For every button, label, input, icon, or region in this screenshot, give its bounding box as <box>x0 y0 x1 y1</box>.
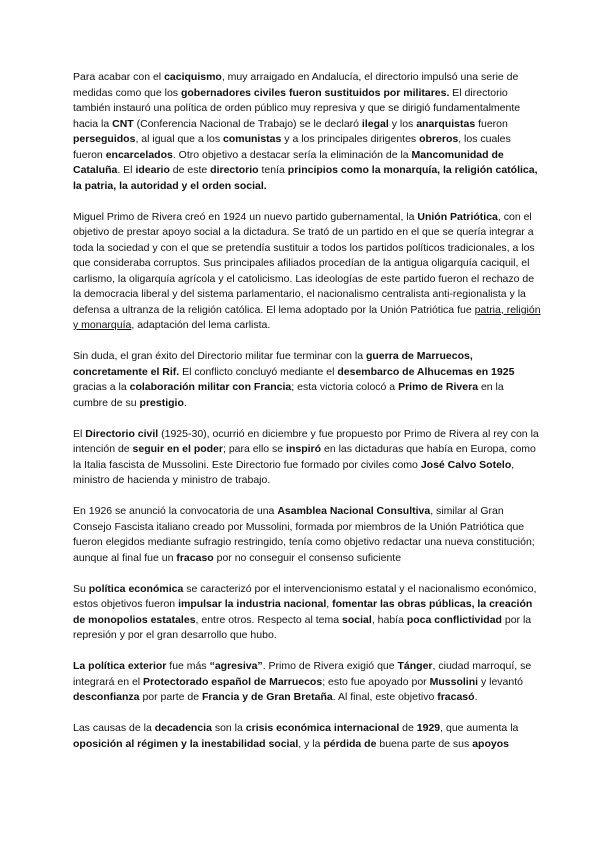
text-run: son la <box>211 722 246 734</box>
text-run: ; esta victoria colocó a <box>291 381 399 393</box>
bold-text: directorio <box>210 164 259 176</box>
text-run: gracias a la <box>73 381 130 393</box>
text-run: de este <box>169 164 211 176</box>
bold-text: desconfianza <box>73 691 140 703</box>
text-run: El conflicto concluyó mediante el <box>179 365 338 378</box>
bold-text: gobernadores civiles fueron sustituidos por militares. <box>180 86 450 99</box>
text-run: Para acabar con el <box>73 71 165 83</box>
document-body <box>73 70 541 768</box>
paragraph-caciquismo <box>73 70 541 194</box>
text-run: fueron <box>475 117 508 130</box>
text-run: , similar al Gran Consejo Fascista italiano creado por Mussolini, formada por miembros de la Unión Patriótica que fueron elegidos mediante sufragio restringido, tenía como objetivo redactar una nueva constitución; aunque al final fue un <box>73 505 535 564</box>
text-run: , entre otros. Respecto al tema <box>195 613 343 626</box>
bold-text: Mancomunidad de Cataluña <box>73 148 504 176</box>
text-run: ; para ello se <box>223 443 287 455</box>
bold-text: Mussolini <box>429 675 479 688</box>
bold-text: anarquistas <box>416 117 476 130</box>
text-run: . Otro objetivo a destacar sería la eliminación de la <box>172 148 412 161</box>
bold-text: Francia y de Gran Bretaña <box>202 691 333 703</box>
text-run: . <box>474 691 478 703</box>
bold-text: decadencia <box>154 722 212 734</box>
text-run: Las causas de la <box>73 722 155 734</box>
text-run: ; esto fue apoyado por <box>322 675 430 688</box>
text-run: . Primo de Rivera exigió que <box>262 660 398 672</box>
text-run: por la represión y por el gran desarrollo que hubo. <box>73 613 532 641</box>
bold-text: Tánger <box>397 660 433 672</box>
bold-text: José Calvo Sotelo <box>420 458 512 471</box>
text-run: , y la <box>298 737 324 750</box>
bold-text: Primo de Rivera <box>398 381 479 393</box>
text-run: y los <box>388 117 417 130</box>
bold-text: CNT <box>112 117 134 130</box>
text-run: . El <box>117 164 136 176</box>
bold-text: prestigio <box>139 396 184 409</box>
bold-text: “agresiva” <box>209 660 263 672</box>
paragraph-asamblea <box>73 504 541 566</box>
text-run: y a los principales dirigentes <box>281 133 420 145</box>
text-run: se caracterizó por el intervencionismo estatal y el nacionalismo económico, estos objetivos fueron <box>73 582 537 610</box>
bold-text: pérdida de <box>323 737 377 750</box>
text-run: , adaptación del lema carlista. <box>131 319 271 331</box>
text-run: El <box>73 427 86 440</box>
bold-text: guerra de Marruecos, concretamente el Rif. <box>73 350 473 378</box>
bold-text: oposición al régimen y la inestabilidad social <box>73 737 299 750</box>
text-run: buena parte de sus <box>376 737 473 750</box>
bold-text: colaboración militar con Francia <box>129 381 292 393</box>
text-run: , ministro de hacienda y ministro de trabajo. <box>73 458 515 486</box>
text-run: , había <box>371 613 407 626</box>
bold-text: política económica <box>88 582 184 595</box>
bold-text: encarcelados <box>105 148 173 161</box>
text-run: y levantó <box>478 675 523 688</box>
bold-text: Directorio civil <box>85 427 159 440</box>
text-run: , que aumenta la <box>440 722 519 734</box>
text-run: , los cuales fueron <box>73 133 511 161</box>
text-run: tenía <box>258 164 288 176</box>
paragraph-politica-economica <box>73 582 541 644</box>
bold-text: 1929 <box>416 722 441 734</box>
text-run: , <box>326 598 333 610</box>
bold-text: fracaso <box>176 551 214 564</box>
text-run: de <box>399 722 417 734</box>
text-run: por parte de <box>139 691 202 703</box>
paragraph-decadencia <box>73 721 541 752</box>
text-run: por no conseguir el consenso suficiente <box>213 551 402 564</box>
bold-text: desembarco de Alhucemas en 1925 <box>337 365 515 378</box>
paragraph-marruecos <box>73 349 541 411</box>
text-run: fue más <box>166 660 210 672</box>
text-run: en la cumbre de su <box>73 381 504 409</box>
bold-text: fracasó <box>437 691 475 703</box>
bold-text: obreros <box>419 133 459 145</box>
bold-text: Asamblea Nacional Consultiva <box>277 505 431 517</box>
bold-text: perseguidos <box>73 133 136 145</box>
text-run: , ciudad marroquí, se integrará en el <box>73 660 532 688</box>
text-run: (Conferencia Nacional de Trabajo) se le declaró <box>133 117 362 130</box>
text-run: Miguel Primo de Rivera creó en 1924 un nuevo partido gubernamental, la <box>73 210 418 223</box>
bold-text: ideario <box>135 164 170 176</box>
bold-text: crisis económica internacional <box>245 722 400 734</box>
bold-text: impulsar la industria nacional <box>178 598 327 610</box>
text-run: Sin duda, el gran éxito del Directorio militar fue terminar con la <box>73 350 366 362</box>
text-run: . <box>183 396 187 409</box>
text-run: El directorio también instauró una política de orden público muy represiva y que se dirigió fundamentalmente hacia la <box>73 86 521 130</box>
text-run: (1925-30), ocurrió en diciembre y fue propuesto por Primo de Rivera al rey con la intención de <box>73 427 539 455</box>
bold-text: inspiró <box>286 443 322 455</box>
bold-text: seguir en el poder <box>132 443 223 455</box>
text-run: , al igual que a los <box>135 133 223 145</box>
bold-text: principios como la monarquía, la religión católica, la patria, la autoridad y el orden social. <box>73 164 538 192</box>
text-run: . Al final, este objetivo <box>332 691 438 703</box>
bold-text: Unión Patriótica <box>417 210 498 223</box>
bold-text: apoyos <box>472 737 509 750</box>
bold-text: comunistas <box>223 133 282 145</box>
text-run: en las dictaduras que había en Europa, como la Italia fascista de Mussolini. Este Directorio fue formado por civiles como <box>73 443 536 471</box>
text-run: En 1926 se anunció la convocatoria de una <box>73 505 278 517</box>
underlined-text: patria, religión y monarquía <box>73 303 541 331</box>
bold-text: Protectorado español de Marruecos <box>143 675 323 688</box>
bold-text: fomentar las obras públicas, la creación de monopolios estatales <box>73 598 533 626</box>
paragraph-politica-exterior <box>73 659 541 706</box>
bold-text: social <box>342 613 372 626</box>
text-run: , muy arraigado en Andalucía, el directorio impulsó una serie de medidas como que los <box>73 71 519 99</box>
text-run: , con el objetivo de prestar apoyo social a la dictadura. Se trató de un partido en el que se quería integrar a toda la sociedad y con el que se pretendía sustituir a todos los partidos políticos tradicionales, a los que consideraba corruptos. Sus principales afiliados procedían de la antigua oligarquía caciquil, el carlismo, la oligarquía agrícola y el catolicismo. Las ideologías de este partido fueron el rechazo de la democracia liberal y del sistema parlamentario, el nacionalismo centralista anti-regionalista y la defensa a ultranza de la religión católica. El lema adoptado por la Unión Patriótica fue <box>73 210 535 316</box>
text-run: Su <box>73 582 89 595</box>
bold-text: poca conflictividad <box>406 613 502 626</box>
bold-text: La política exterior <box>73 660 167 672</box>
paragraph-directorio-civil <box>73 427 541 489</box>
bold-text: caciquismo <box>164 71 222 83</box>
bold-text: ilegal <box>361 117 389 130</box>
paragraph-union-patriotica <box>73 210 541 334</box>
